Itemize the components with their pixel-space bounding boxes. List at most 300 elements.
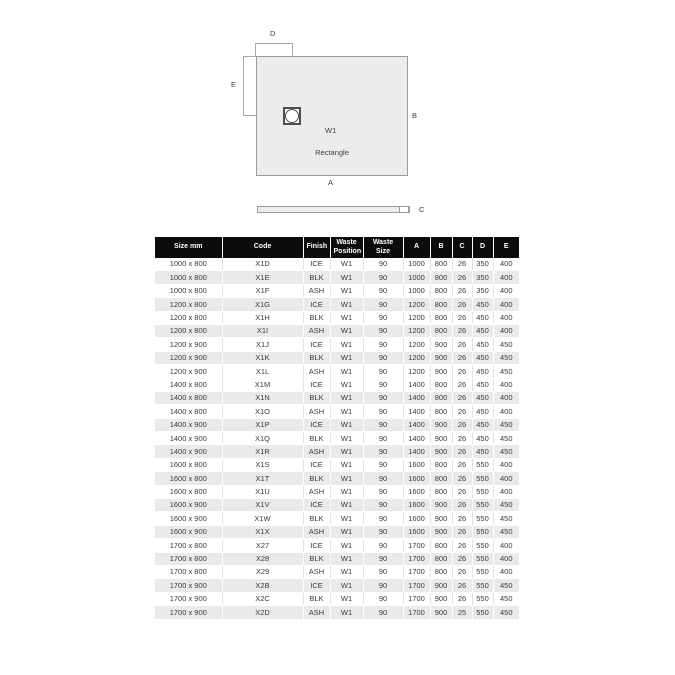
table-cell: W1	[330, 338, 363, 351]
table-row	[155, 365, 519, 378]
table-cell: BLK	[303, 391, 330, 404]
table-cell: 1200	[403, 298, 430, 311]
table-cell: X2B	[222, 579, 303, 592]
table-cell: BLK	[303, 311, 330, 324]
table-cell: 1700 x 800	[155, 552, 222, 565]
column-header: Code	[222, 237, 303, 258]
table-cell: 450	[472, 445, 493, 458]
table-cell: 400	[493, 271, 519, 284]
table-cell: 26	[452, 338, 472, 351]
table-cell: 800	[430, 258, 452, 271]
table-cell: 90	[363, 579, 403, 592]
table-cell: ASH	[303, 324, 330, 337]
table-cell: 1600	[403, 458, 430, 471]
table-cell: 550	[472, 512, 493, 525]
table-cell: 1600 x 900	[155, 525, 222, 538]
table-cell: 800	[430, 271, 452, 284]
table-cell: X1W	[222, 512, 303, 525]
table-cell: X1Q	[222, 432, 303, 445]
table-cell: ICE	[303, 458, 330, 471]
table-cell: W1	[330, 458, 363, 471]
table-cell: 800	[430, 472, 452, 485]
table-cell: 1600 x 900	[155, 499, 222, 512]
table-cell: W1	[330, 579, 363, 592]
table-cell: 450	[493, 512, 519, 525]
table-cell: BLK	[303, 552, 330, 565]
table-cell: 90	[363, 552, 403, 565]
table-cell: 1400	[403, 405, 430, 418]
table-cell: BLK	[303, 472, 330, 485]
spec-table	[155, 237, 519, 620]
table-row	[155, 418, 519, 431]
table-cell: 26	[452, 405, 472, 418]
table-cell: W1	[330, 365, 363, 378]
table-cell: W1	[330, 418, 363, 431]
table-cell: X1R	[222, 445, 303, 458]
table-cell: X1P	[222, 418, 303, 431]
table-cell: 450	[493, 606, 519, 619]
table-cell: X1G	[222, 298, 303, 311]
table-cell: ICE	[303, 338, 330, 351]
table-cell: 26	[452, 539, 472, 552]
table-cell: 1600 x 800	[155, 485, 222, 498]
table-cell: 1700	[403, 539, 430, 552]
table-cell: 450	[472, 405, 493, 418]
table-cell: 90	[363, 472, 403, 485]
table-cell: ASH	[303, 405, 330, 418]
table-cell: 550	[472, 552, 493, 565]
table-cell: X2D	[222, 606, 303, 619]
table-cell: 1400	[403, 432, 430, 445]
table-cell: 400	[493, 284, 519, 297]
table-cell: 450	[472, 365, 493, 378]
dimension-label-d: D	[270, 29, 276, 38]
table-cell: 26	[452, 365, 472, 378]
table-cell: 1700 x 900	[155, 606, 222, 619]
table-row	[155, 405, 519, 418]
table-cell: 25	[452, 606, 472, 619]
table-cell: 1400 x 900	[155, 418, 222, 431]
table-row	[155, 485, 519, 498]
table-cell: 550	[472, 499, 493, 512]
table-cell: 1600	[403, 472, 430, 485]
table-cell: W1	[330, 432, 363, 445]
table-cell: 1600 x 900	[155, 512, 222, 525]
table-cell: 90	[363, 338, 403, 351]
table-cell: X2C	[222, 592, 303, 605]
table-cell: 350	[472, 271, 493, 284]
column-header: E	[493, 237, 519, 258]
table-cell: 450	[472, 391, 493, 404]
table-cell: 26	[452, 458, 472, 471]
table-cell: W1	[330, 539, 363, 552]
table-cell: X1F	[222, 284, 303, 297]
table-cell: 26	[452, 592, 472, 605]
column-header: Size mm	[155, 237, 222, 258]
table-cell: 1200 x 800	[155, 311, 222, 324]
table-cell: 900	[430, 338, 452, 351]
table-cell: W1	[330, 499, 363, 512]
table-cell: ASH	[303, 365, 330, 378]
table-cell: 900	[430, 351, 452, 364]
table-row	[155, 539, 519, 552]
table-cell: 90	[363, 445, 403, 458]
dimension-line-d	[255, 43, 293, 44]
table-cell: 90	[363, 565, 403, 578]
table-row	[155, 525, 519, 538]
table-cell: 800	[430, 458, 452, 471]
table-cell: ICE	[303, 539, 330, 552]
table-cell: 26	[452, 565, 472, 578]
table-cell: 400	[493, 405, 519, 418]
table-cell: 1200 x 900	[155, 365, 222, 378]
table-cell: 26	[452, 298, 472, 311]
table-cell: X1O	[222, 405, 303, 418]
table-cell: 26	[452, 324, 472, 337]
table-cell: 1200	[403, 338, 430, 351]
table-cell: 1400 x 800	[155, 391, 222, 404]
table-cell: ICE	[303, 258, 330, 271]
table-cell: 450	[472, 338, 493, 351]
table-cell: W1	[330, 472, 363, 485]
table-cell: 26	[452, 485, 472, 498]
table-cell: 450	[472, 418, 493, 431]
table-cell: 400	[493, 552, 519, 565]
table-cell: W1	[330, 552, 363, 565]
tray-outline	[256, 56, 408, 176]
table-cell: 26	[452, 472, 472, 485]
table-cell: W1	[330, 512, 363, 525]
dimension-label-c: C	[419, 205, 425, 214]
table-cell: 90	[363, 271, 403, 284]
table-cell: 900	[430, 512, 452, 525]
table-cell: 450	[493, 579, 519, 592]
table-cell: 90	[363, 351, 403, 364]
table-cell: 800	[430, 405, 452, 418]
table-cell: X1H	[222, 311, 303, 324]
waste-drain	[283, 107, 301, 125]
table-cell: BLK	[303, 432, 330, 445]
table-cell: ASH	[303, 606, 330, 619]
table-cell: W1	[330, 565, 363, 578]
tray-diagram	[0, 0, 675, 230]
table-row	[155, 552, 519, 565]
table-cell: 550	[472, 606, 493, 619]
table-cell: 800	[430, 284, 452, 297]
table-cell: 1200	[403, 365, 430, 378]
table-cell: 90	[363, 525, 403, 538]
spec-table-body	[155, 258, 519, 619]
table-cell: 1700	[403, 579, 430, 592]
table-cell: X1D	[222, 258, 303, 271]
table-cell: W1	[330, 258, 363, 271]
column-header: Waste Size	[363, 237, 403, 258]
table-cell: X28	[222, 552, 303, 565]
table-cell: 1400 x 800	[155, 378, 222, 391]
table-cell: 1700 x 800	[155, 565, 222, 578]
table-cell: W1	[330, 606, 363, 619]
table-row	[155, 284, 519, 297]
table-cell: 1400	[403, 378, 430, 391]
table-cell: X1N	[222, 391, 303, 404]
dimension-line-d-tick-left	[255, 43, 256, 56]
table-cell: 1000 x 800	[155, 284, 222, 297]
table-cell: 90	[363, 284, 403, 297]
table-cell: 26	[452, 432, 472, 445]
table-cell: 450	[472, 324, 493, 337]
table-cell: X1U	[222, 485, 303, 498]
table-cell: 90	[363, 512, 403, 525]
table-cell: 1000	[403, 258, 430, 271]
waste-position-label: W1	[325, 126, 337, 135]
table-cell: 450	[472, 298, 493, 311]
table-cell: 1600	[403, 512, 430, 525]
table-cell: 450	[493, 351, 519, 364]
table-cell: 1200 x 900	[155, 351, 222, 364]
table-cell: W1	[330, 378, 363, 391]
table-cell: X1J	[222, 338, 303, 351]
table-cell: 26	[452, 311, 472, 324]
table-cell: ICE	[303, 579, 330, 592]
table-cell: 800	[430, 298, 452, 311]
table-cell: 900	[430, 525, 452, 538]
table-cell: 900	[430, 579, 452, 592]
table-cell: X1T	[222, 472, 303, 485]
table-cell: 1700 x 800	[155, 539, 222, 552]
column-header: Finish	[303, 237, 330, 258]
table-cell: W1	[330, 324, 363, 337]
column-header: D	[472, 237, 493, 258]
table-cell: ASH	[303, 284, 330, 297]
table-cell: 450	[472, 351, 493, 364]
table-row	[155, 512, 519, 525]
table-cell: 550	[472, 539, 493, 552]
table-cell: 450	[493, 525, 519, 538]
table-cell: 400	[493, 378, 519, 391]
table-cell: 1000	[403, 271, 430, 284]
table-cell: 450	[493, 418, 519, 431]
table-cell: 1200 x 800	[155, 298, 222, 311]
table-cell: 1200	[403, 351, 430, 364]
table-cell: 90	[363, 258, 403, 271]
table-cell: ICE	[303, 298, 330, 311]
dimension-line-e-tick-top	[243, 56, 256, 57]
table-cell: 90	[363, 365, 403, 378]
table-row	[155, 432, 519, 445]
table-cell: ASH	[303, 565, 330, 578]
table-cell: X27	[222, 539, 303, 552]
table-cell: 800	[430, 324, 452, 337]
table-cell: 450	[493, 499, 519, 512]
table-cell: 26	[452, 284, 472, 297]
table-cell: 1600	[403, 485, 430, 498]
table-cell: 900	[430, 592, 452, 605]
dimension-line-e	[243, 56, 244, 116]
table-cell: 450	[493, 365, 519, 378]
table-row	[155, 258, 519, 271]
table-cell: 900	[430, 606, 452, 619]
table-cell: 1200 x 800	[155, 324, 222, 337]
table-row	[155, 445, 519, 458]
table-cell: 90	[363, 298, 403, 311]
table-cell: 450	[493, 445, 519, 458]
table-row	[155, 606, 519, 619]
table-row	[155, 391, 519, 404]
table-cell: 550	[472, 458, 493, 471]
table-cell: 26	[452, 525, 472, 538]
table-cell: BLK	[303, 271, 330, 284]
table-cell: 1700	[403, 592, 430, 605]
table-cell: ICE	[303, 378, 330, 391]
table-cell: 550	[472, 565, 493, 578]
table-cell: W1	[330, 271, 363, 284]
table-cell: 400	[493, 472, 519, 485]
table-cell: W1	[330, 351, 363, 364]
table-cell: 26	[452, 378, 472, 391]
table-cell: 26	[452, 271, 472, 284]
table-cell: 26	[452, 499, 472, 512]
table-cell: W1	[330, 525, 363, 538]
table-cell: 350	[472, 258, 493, 271]
table-cell: X1L	[222, 365, 303, 378]
column-header: Waste Position	[330, 237, 363, 258]
table-row	[155, 592, 519, 605]
table-cell: 550	[472, 485, 493, 498]
table-cell: 550	[472, 525, 493, 538]
table-cell: W1	[330, 405, 363, 418]
table-cell: ICE	[303, 499, 330, 512]
waste-drain-circle	[285, 109, 299, 123]
table-cell: 90	[363, 311, 403, 324]
table-cell: W1	[330, 485, 363, 498]
table-cell: 1600	[403, 499, 430, 512]
table-cell: 26	[452, 552, 472, 565]
table-cell: 26	[452, 445, 472, 458]
table-cell: 800	[430, 391, 452, 404]
table-cell: ICE	[303, 418, 330, 431]
table-cell: 26	[452, 579, 472, 592]
table-row	[155, 458, 519, 471]
table-cell: X1M	[222, 378, 303, 391]
table-row	[155, 338, 519, 351]
table-cell: 400	[493, 391, 519, 404]
table-cell: 1600 x 800	[155, 458, 222, 471]
table-cell: 550	[472, 472, 493, 485]
table-cell: 1000 x 800	[155, 271, 222, 284]
table-cell: ASH	[303, 525, 330, 538]
table-cell: 1700	[403, 552, 430, 565]
table-cell: 90	[363, 592, 403, 605]
table-cell: X1E	[222, 271, 303, 284]
table-cell: 400	[493, 565, 519, 578]
table-cell: 400	[493, 539, 519, 552]
table-row	[155, 579, 519, 592]
table-cell: 26	[452, 391, 472, 404]
table-cell: 90	[363, 432, 403, 445]
table-cell: 1000 x 800	[155, 258, 222, 271]
table-cell: ASH	[303, 445, 330, 458]
table-cell: W1	[330, 445, 363, 458]
table-cell: 450	[472, 311, 493, 324]
table-cell: 90	[363, 458, 403, 471]
table-cell: 400	[493, 485, 519, 498]
table-cell: 800	[430, 378, 452, 391]
table-cell: 400	[493, 311, 519, 324]
profile-waste-marker	[399, 206, 409, 213]
table-cell: 450	[472, 378, 493, 391]
table-cell: 1400 x 900	[155, 445, 222, 458]
table-cell: 800	[430, 539, 452, 552]
table-cell: 90	[363, 405, 403, 418]
profile-bar	[257, 206, 410, 213]
table-row	[155, 351, 519, 364]
table-cell: 90	[363, 378, 403, 391]
table-header-row	[155, 237, 519, 258]
table-row	[155, 472, 519, 485]
table-cell: 550	[472, 579, 493, 592]
table-cell: X29	[222, 565, 303, 578]
table-cell: 800	[430, 565, 452, 578]
dimension-label-b: B	[412, 111, 418, 120]
table-cell: X1V	[222, 499, 303, 512]
table-cell: 90	[363, 499, 403, 512]
table-cell: 1700	[403, 565, 430, 578]
table-cell: 1700 x 900	[155, 592, 222, 605]
table-cell: BLK	[303, 512, 330, 525]
table-cell: X1S	[222, 458, 303, 471]
table-cell: BLK	[303, 351, 330, 364]
table-cell: 800	[430, 485, 452, 498]
table-cell: 900	[430, 445, 452, 458]
table-cell: 900	[430, 365, 452, 378]
table-cell: 1000	[403, 284, 430, 297]
column-header: B	[430, 237, 452, 258]
table-cell: 1600 x 800	[155, 472, 222, 485]
table-cell: 450	[493, 592, 519, 605]
table-row	[155, 298, 519, 311]
dimension-label-a: A	[328, 178, 334, 187]
table-cell: 90	[363, 539, 403, 552]
table-cell: 90	[363, 606, 403, 619]
table-cell: 1400	[403, 445, 430, 458]
table-cell: W1	[330, 391, 363, 404]
table-row	[155, 378, 519, 391]
table-cell: 900	[430, 499, 452, 512]
table-cell: 90	[363, 485, 403, 498]
table-cell: 800	[430, 552, 452, 565]
table-cell: W1	[330, 311, 363, 324]
table-cell: 450	[472, 432, 493, 445]
table-row	[155, 499, 519, 512]
table-cell: 26	[452, 512, 472, 525]
table-cell: 400	[493, 324, 519, 337]
table-cell: 1600	[403, 525, 430, 538]
column-header: C	[452, 237, 472, 258]
table-cell: 400	[493, 258, 519, 271]
table-cell: W1	[330, 592, 363, 605]
table-cell: 90	[363, 418, 403, 431]
table-cell: 90	[363, 391, 403, 404]
table-cell: 550	[472, 592, 493, 605]
table-cell: 90	[363, 324, 403, 337]
table-row	[155, 565, 519, 578]
table-cell: 350	[472, 284, 493, 297]
table-cell: ASH	[303, 485, 330, 498]
table-cell: 900	[430, 418, 452, 431]
table-cell: 450	[493, 338, 519, 351]
dimension-label-e: E	[231, 80, 237, 89]
table-cell: X1X	[222, 525, 303, 538]
